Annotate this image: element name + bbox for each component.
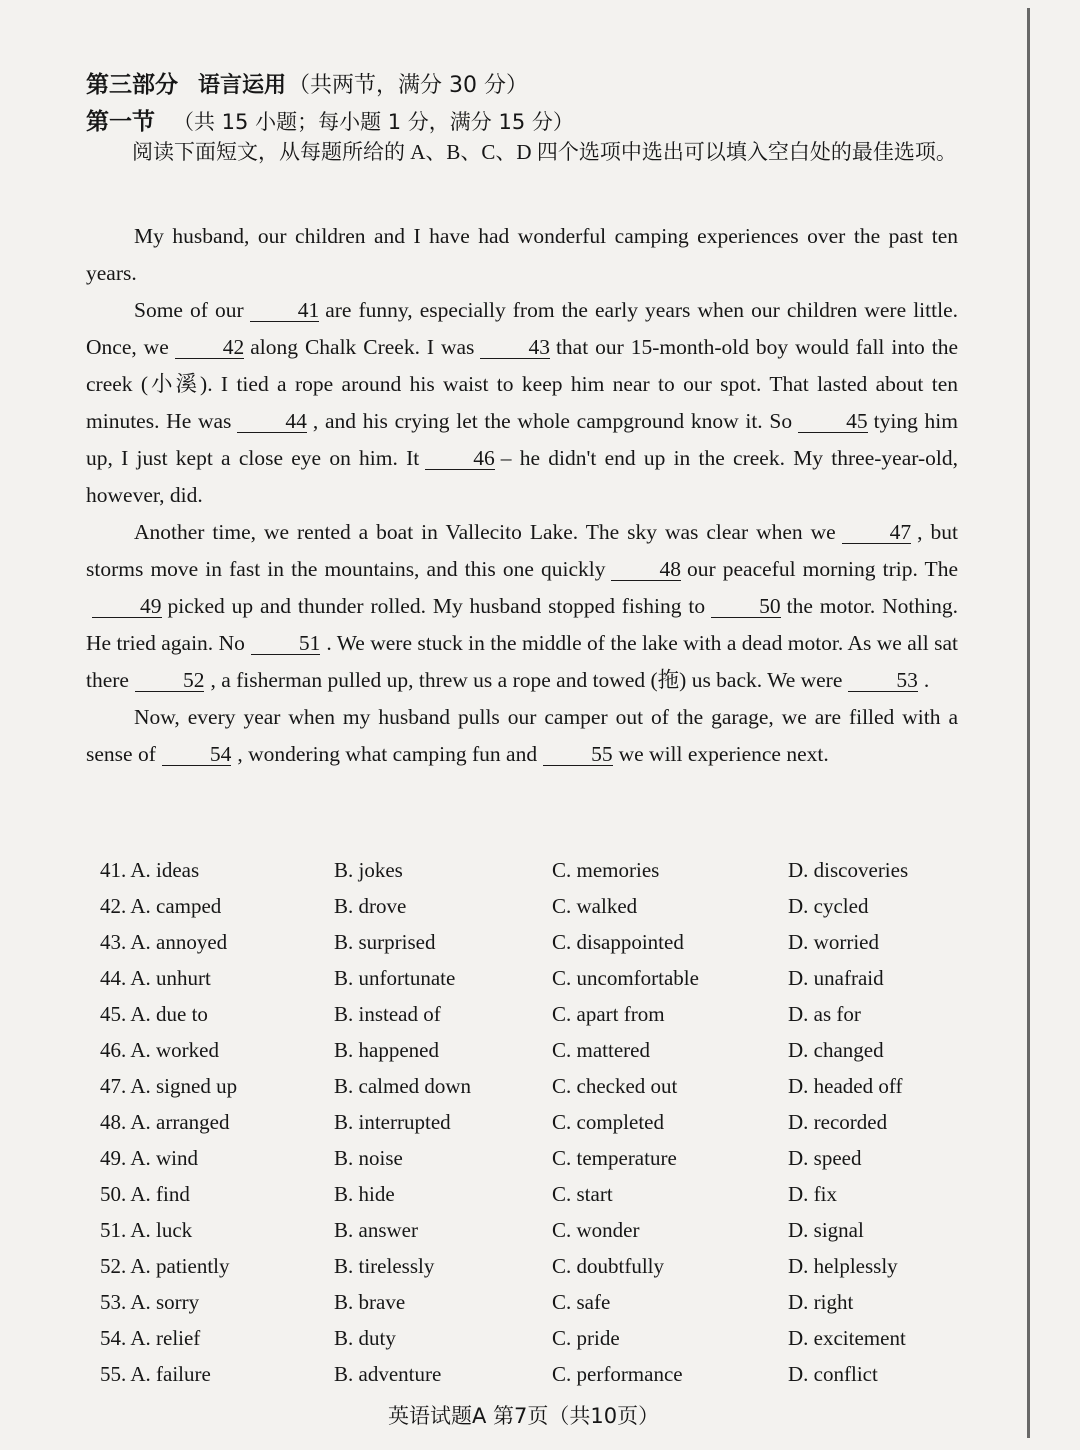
option-row-45 xyxy=(100,996,930,1032)
option-d: D. conflict xyxy=(788,1362,878,1386)
option-b: B. unfortunate xyxy=(334,966,456,990)
option-c: C. pride xyxy=(552,1326,620,1350)
option-d: D. recorded xyxy=(788,1110,888,1134)
option-a: 48. A. arranged xyxy=(100,1110,230,1134)
option-a: 43. A. annoyed xyxy=(100,930,228,954)
passage-text: along Chalk Creek. I was xyxy=(250,335,475,359)
option-a: 46. A. worked xyxy=(100,1038,219,1062)
option-b: B. jokes xyxy=(334,858,403,882)
blank-46: 46 xyxy=(425,447,495,470)
passage-text: Some of our xyxy=(134,298,244,322)
option-b: B. surprised xyxy=(334,930,436,954)
passage-text: Now, every year when my husband pulls our camper out of the garage, we are filled with a sense of xyxy=(86,705,958,766)
option-a: 55. A. failure xyxy=(100,1362,211,1386)
passage-text: Another time, we rented a boat in Vallecito Lake. The sky was clear when we xyxy=(134,520,836,544)
option-b: B. interrupted xyxy=(334,1110,451,1134)
passage-text: . xyxy=(923,668,930,692)
passage-text: , and his crying let the whole campground know it. So xyxy=(312,409,793,433)
blank-51: 51 xyxy=(251,632,321,655)
option-a: 50. A. find xyxy=(100,1182,190,1206)
part-heading xyxy=(86,70,966,101)
option-d: D. as for xyxy=(788,1002,861,1026)
blank-54: 54 xyxy=(162,743,232,766)
passage-text: – he didn't end up in the creek. My three-year-old, however, did. xyxy=(86,446,958,507)
section-header xyxy=(86,70,966,167)
paragraph-1: My husband, our children and I have had wonderful camping experiences over the past ten years. xyxy=(86,224,958,285)
blank-44: 44 xyxy=(237,410,307,433)
option-row-54 xyxy=(100,1320,930,1356)
option-b: B. answer xyxy=(334,1218,418,1242)
option-b: B. happened xyxy=(334,1038,439,1062)
option-b: B. brave xyxy=(334,1290,406,1314)
option-row-52 xyxy=(100,1248,930,1284)
option-d: D. discoveries xyxy=(788,858,909,882)
option-c: C. mattered xyxy=(552,1038,650,1062)
option-row-41 xyxy=(100,852,930,888)
option-b: B. instead of xyxy=(334,1002,441,1026)
blank-41: 41 xyxy=(250,299,320,322)
option-row-43 xyxy=(100,924,930,960)
passage-text: are funny, especially from the early years when our children were little. Once, we xyxy=(86,298,958,359)
part-score: （共两节，满分 30 分） xyxy=(288,73,528,98)
option-c: C. completed xyxy=(552,1110,664,1134)
option-row-44 xyxy=(100,960,930,996)
option-d: D. speed xyxy=(788,1146,862,1170)
section-label: 第一节 xyxy=(86,109,155,135)
option-b: B. duty xyxy=(334,1326,396,1350)
part-title: 语言运用 xyxy=(198,73,287,98)
option-row-53 xyxy=(100,1284,930,1320)
blank-43: 43 xyxy=(480,336,550,359)
passage-text: our peaceful morning trip. The xyxy=(686,557,958,581)
blank-52: 52 xyxy=(135,669,205,692)
option-c: C. start xyxy=(552,1182,613,1206)
paragraph-4 xyxy=(86,699,958,773)
blank-50: 50 xyxy=(711,595,781,618)
passage-text: picked up and thunder rolled. My husband stopped fishing to xyxy=(167,594,706,618)
option-a: 44. A. unhurt xyxy=(100,966,211,990)
option-d: D. helplessly xyxy=(788,1254,898,1278)
option-a: 49. A. wind xyxy=(100,1146,199,1170)
option-d: D. excitement xyxy=(788,1326,906,1350)
blank-45: 45 xyxy=(798,410,868,433)
option-b: B. hide xyxy=(334,1182,395,1206)
option-row-46 xyxy=(100,1032,930,1068)
option-c: C. temperature xyxy=(552,1146,677,1170)
option-b: B. tirelessly xyxy=(334,1254,435,1278)
blank-53: 53 xyxy=(848,669,918,692)
option-c: C. memories xyxy=(552,858,660,882)
option-d: D. signal xyxy=(788,1218,864,1242)
option-b: B. adventure xyxy=(334,1362,442,1386)
option-c: C. wonder xyxy=(552,1218,640,1242)
option-a: 52. A. patiently xyxy=(100,1254,230,1278)
option-c: C. safe xyxy=(552,1290,611,1314)
answer-options xyxy=(100,852,930,1392)
blank-42: 42 xyxy=(175,336,245,359)
option-c: C. walked xyxy=(552,894,638,918)
section-heading xyxy=(86,107,966,137)
passage-text: the motor. Nothing. He tried again. No xyxy=(86,594,958,655)
option-a: 51. A. luck xyxy=(100,1218,193,1242)
paragraph-3 xyxy=(86,514,958,699)
option-a: 47. A. signed up xyxy=(100,1074,238,1098)
passage-text: that our 15-month-old boy would fall into the creek (小溪). I tied a rope around his waist to keep him near to our spot. That lasted about ten minutes. He was xyxy=(86,335,958,433)
option-b: B. calmed down xyxy=(334,1074,472,1098)
passage-text: we will experience next. xyxy=(618,742,829,766)
page-binding-edge xyxy=(1027,8,1030,1438)
section-score: （共 15 小题；每小题 1 分，满分 15 分） xyxy=(173,110,574,134)
option-row-51 xyxy=(100,1212,930,1248)
passage-text: . We were stuck in the middle of the lake with a dead motor. As we all sat there xyxy=(86,631,958,692)
option-b: B. noise xyxy=(334,1146,403,1170)
option-row-42 xyxy=(100,888,930,924)
blank-48: 48 xyxy=(611,558,681,581)
part-label: 第三部分 xyxy=(86,72,178,98)
option-d: D. cycled xyxy=(788,894,869,918)
option-d: D. changed xyxy=(788,1038,884,1062)
option-d: D. fix xyxy=(788,1182,837,1206)
passage-text: , a fisherman pulled up, threw us a rope and towed (拖) us back. We were xyxy=(210,668,843,692)
option-d: D. headed off xyxy=(788,1074,903,1098)
option-row-49 xyxy=(100,1140,930,1176)
option-a: 53. A. sorry xyxy=(100,1290,200,1314)
option-row-47 xyxy=(100,1068,930,1104)
instruction-text: 阅读下面短文，从每题所给的 A、B、C、D 四个选项中选出可以填入空白处的最佳选项。 xyxy=(132,140,957,164)
passage-text: , wondering what camping fun and xyxy=(237,742,538,766)
option-b: B. drove xyxy=(334,894,407,918)
option-d: D. worried xyxy=(788,930,879,954)
cloze-passage xyxy=(86,218,958,773)
option-a: 42. A. camped xyxy=(100,894,222,918)
option-row-55 xyxy=(100,1356,930,1392)
passage-text: , but storms move in fast in the mountains, and this one quickly xyxy=(86,520,958,581)
option-row-50 xyxy=(100,1176,930,1212)
option-row-48 xyxy=(100,1104,930,1140)
option-c: C. disappointed xyxy=(552,930,684,954)
option-c: C. apart from xyxy=(552,1002,665,1026)
option-d: D. right xyxy=(788,1290,854,1314)
option-a: 45. A. due to xyxy=(100,1002,208,1026)
blank-49: 49 xyxy=(92,595,162,618)
option-c: C. doubtfully xyxy=(552,1254,665,1278)
option-c: C. checked out xyxy=(552,1074,678,1098)
option-c: C. performance xyxy=(552,1362,683,1386)
option-d: D. unafraid xyxy=(788,966,884,990)
blank-47: 47 xyxy=(842,521,912,544)
option-a: 41. A. ideas xyxy=(100,858,200,882)
blank-55: 55 xyxy=(543,743,613,766)
page-footer: 英语试题A 第7页（共10页） xyxy=(388,1404,660,1428)
option-a: 54. A. relief xyxy=(100,1326,201,1350)
passage-text: tying him up, I just kept a close eye on him. It xyxy=(86,409,958,470)
paragraph-2 xyxy=(86,292,958,514)
option-c: C. uncomfortable xyxy=(552,966,699,990)
